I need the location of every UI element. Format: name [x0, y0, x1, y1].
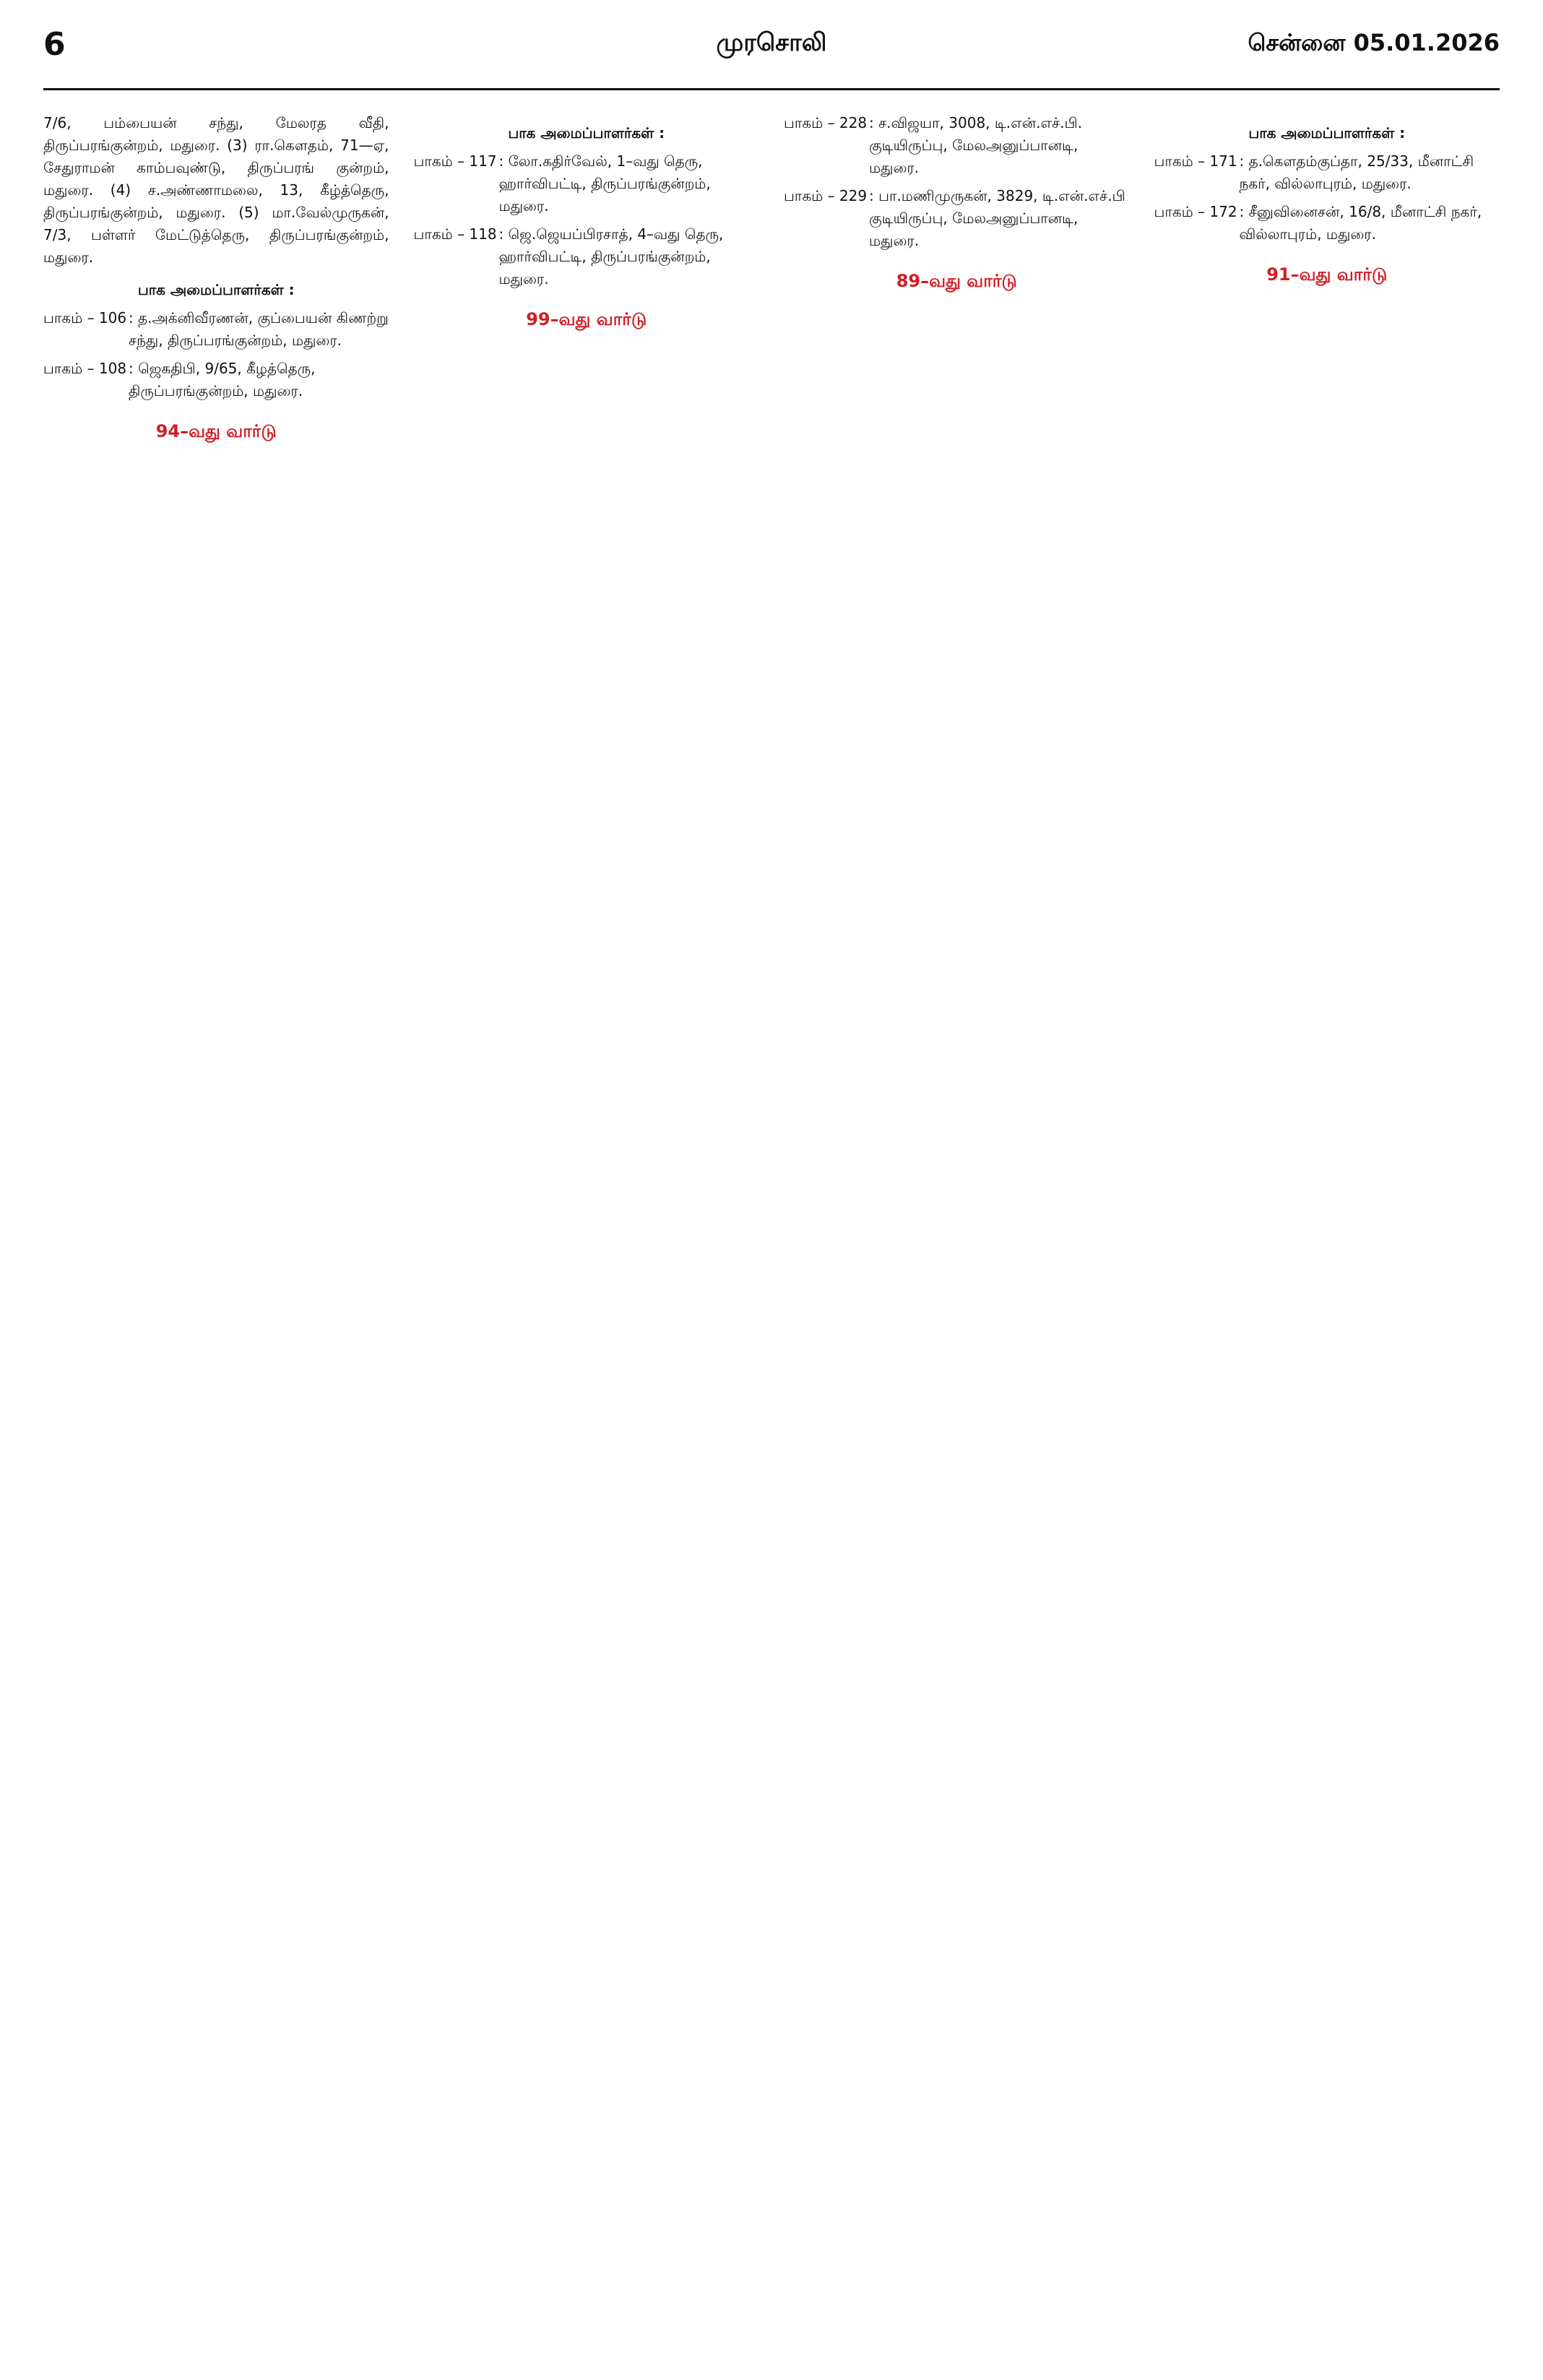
ward-heading: 89–வது வார்டு	[896, 271, 1017, 291]
booth-entry	[414, 223, 760, 290]
booth-agent: : லோ.கதிர்வேல், 1–வது தெரு, ஹார்விபட்டி, திருப்பரங்குன்றம், மதுரை.	[498, 152, 711, 215]
booth-agent: : த.அக்னிவீரணன், குப்பையன் கிணற்று சந்து, திருப்பரங்குன்றம், மதுரை.	[129, 309, 389, 349]
booth-number: பாகம் – 228	[784, 114, 868, 131]
page-number: 6	[43, 25, 66, 63]
booth-agent: : சீனுவினைசன், 16/8, மீனாட்சி நகர், வில்லாபுரம், மதுரை.	[1239, 203, 1482, 243]
booth-number: பாகம் – 106	[43, 309, 127, 326]
booth-number: பாகம் – 171	[1154, 152, 1237, 170]
booth-number: பாகம் – 108	[43, 360, 127, 377]
ward-heading: 91–வது வார்டு	[1266, 264, 1388, 285]
booth-number: பாகம் – 229	[784, 187, 868, 204]
column-2	[414, 112, 760, 452]
ward-heading: 94–வது வார்டு	[155, 421, 277, 441]
section-subhead: பாக அமைப்பாளர்கள் :	[1248, 124, 1406, 142]
booth-entry	[1154, 150, 1500, 195]
booth-agent: : ஜெ.ஜெயப்பிரசாத், 4–வது தெரு, ஹார்விபட்டி, திருப்பரங்குன்றம், மதுரை.	[498, 225, 724, 287]
content-columns	[43, 90, 1500, 452]
booth-entry	[1154, 201, 1500, 246]
booth-entry	[43, 307, 389, 352]
column-3	[784, 112, 1130, 452]
masthead	[43, 0, 1500, 90]
paragraph: 7/6, பம்பையன் சந்து, மேலரத வீதி, திருப்பரங்குன்றம், மதுரை. (3) ரா.கௌதம், 71—ஏ, சேதுராமன் காம்பவுண்டு, திருப்பரங் குன்றம், மதுரை. (4) ச.அண்ணாமலை, 13, கீழ்த்தெரு, திருப்பரங்குன்றம், மதுரை. (5) மா.வேல்முருகன், 7/3, பள்ளர் மேட்டுத்தெரு, திருப்பரங்குன்றம், மதுரை.	[43, 114, 389, 266]
booth-agent: : ஜெகதிபி, 9/65, கீழத்தெரு, திருப்பரங்குன்றம், மதுரை.	[129, 360, 316, 399]
section-subhead: பாக அமைப்பாளர்கள் :	[508, 124, 665, 142]
column-1	[43, 112, 389, 452]
column-4	[1154, 112, 1500, 452]
booth-entry	[784, 185, 1130, 252]
booth-agent: : பா.மணிமுருகன், 3829, டி.என்.எச்.பி குடியிருப்பு, மேலஅனுப்பானடி, மதுரை.	[869, 187, 1125, 249]
booth-number: பாகம் – 172	[1154, 203, 1237, 220]
booth-entry	[43, 358, 389, 402]
dateline: சென்னை 05.01.2026	[1248, 29, 1500, 56]
booth-agent: : த.கௌதம்குப்தா, 25/33, மீனாட்சி நகர், வில்லாபுரம், மதுரை.	[1239, 152, 1474, 192]
newspaper-name: முரசொலி	[716, 28, 827, 57]
booth-number: பாகம் – 118	[413, 225, 497, 243]
booth-entry	[784, 112, 1130, 179]
booth-number: பாகம் – 117	[413, 152, 497, 170]
booth-entry	[414, 150, 760, 217]
booth-agent: : ச.விஜயா, 3008, டி.என்.எச்.பி. குடியிருப்பு, மேலஅனுப்பானடி, மதுரை.	[869, 114, 1083, 176]
section-subhead: பாக அமைப்பாளர்கள் :	[137, 281, 295, 298]
ward-heading: 99–வது வார்டு	[526, 309, 647, 329]
